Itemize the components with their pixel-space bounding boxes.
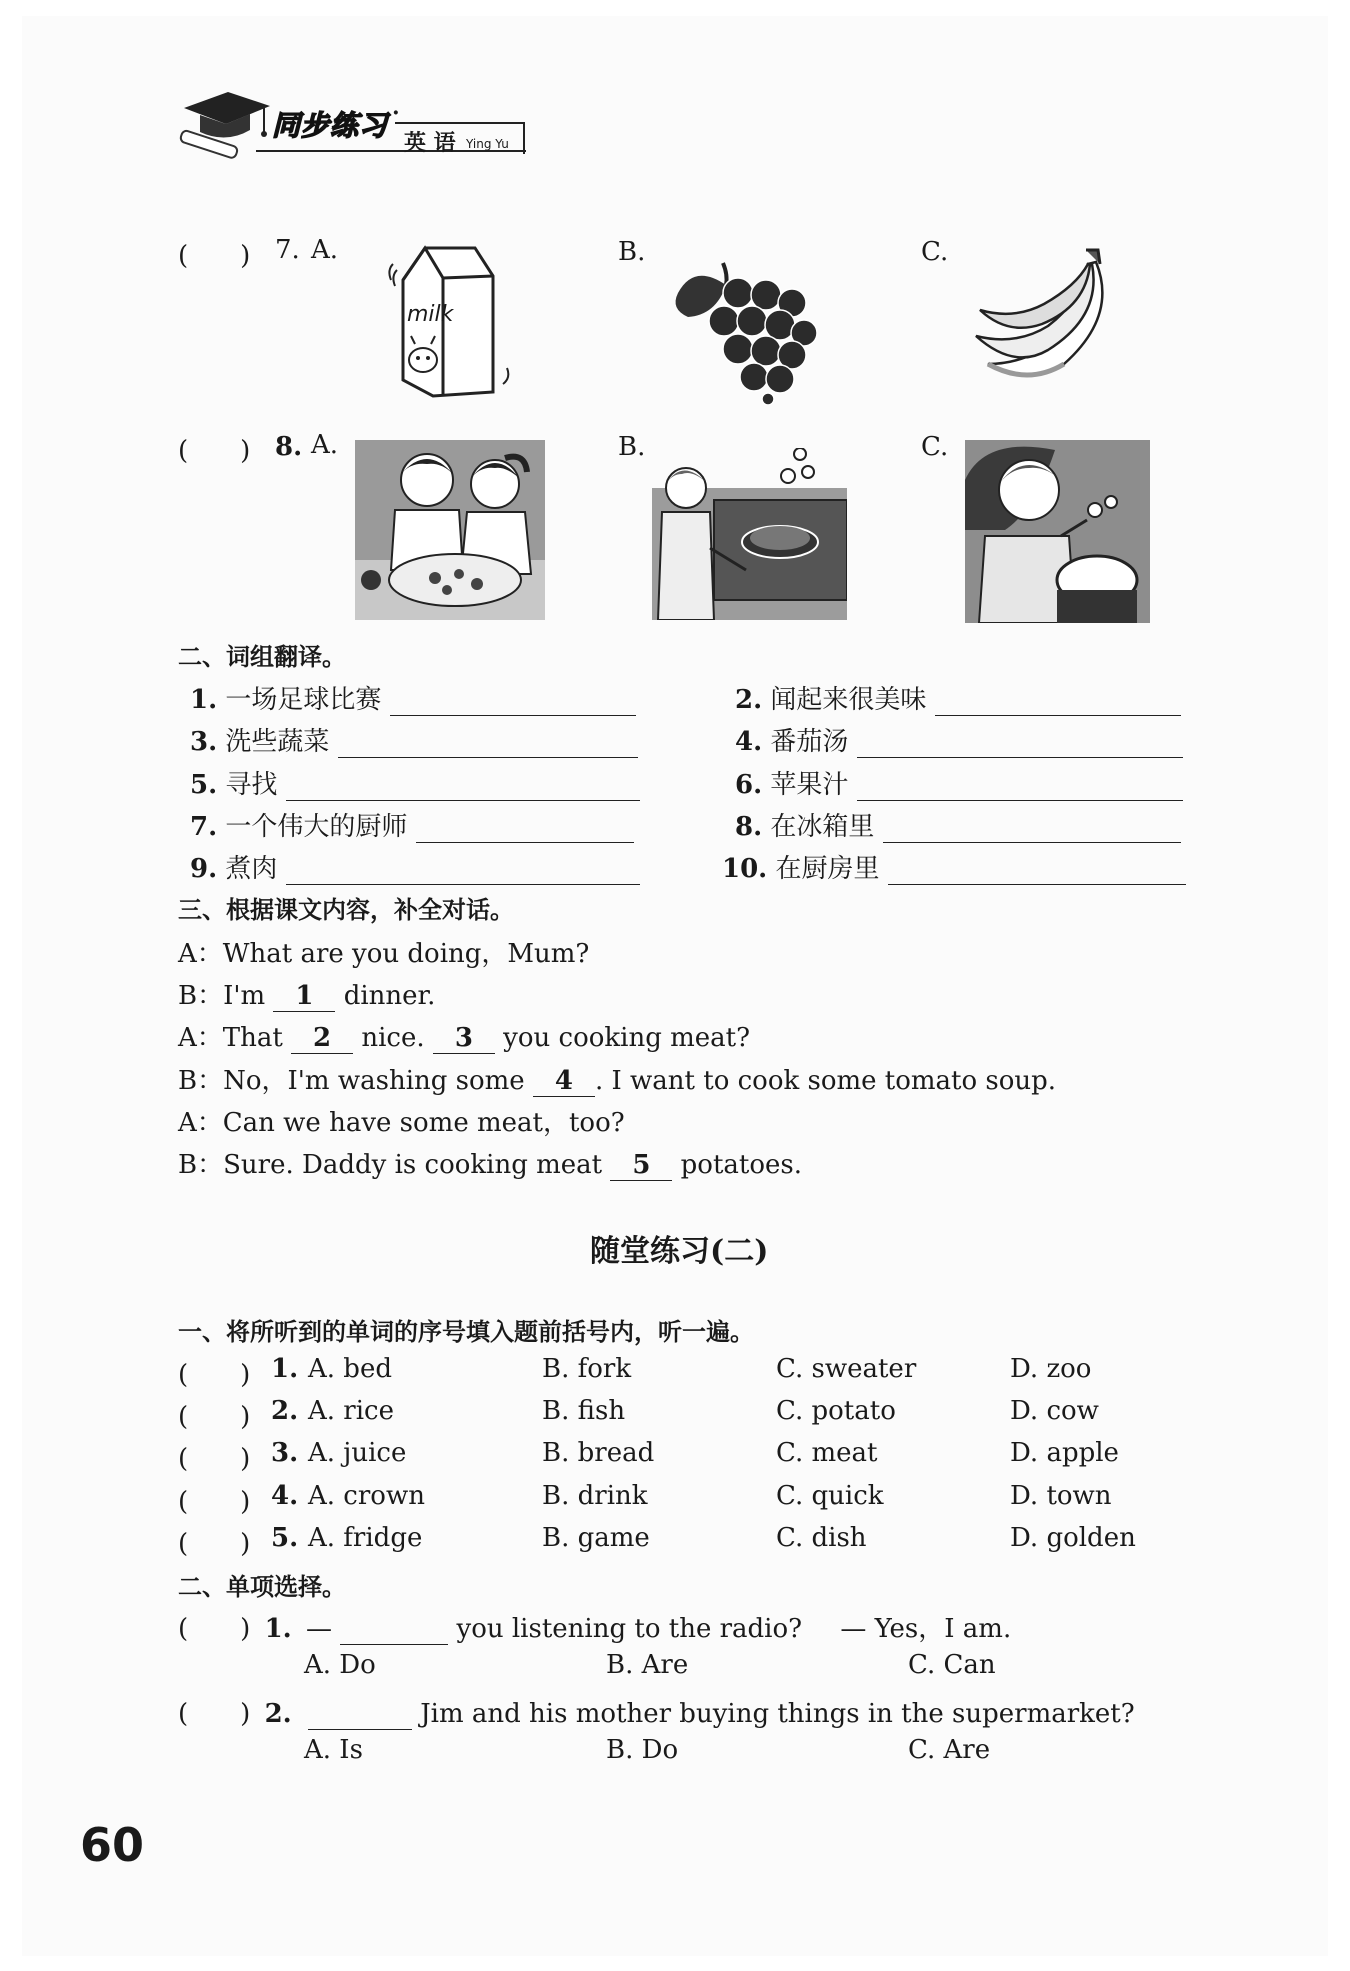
dialogue-text: nice. bbox=[361, 1023, 425, 1053]
numbered-blank[interactable]: 4 bbox=[533, 1066, 595, 1097]
option-c: C. sweater bbox=[776, 1354, 917, 1384]
dialogue-line bbox=[178, 1017, 750, 1054]
answer-parentheses[interactable]: ( ) bbox=[178, 1487, 251, 1517]
option-b: B. fish bbox=[542, 1396, 626, 1426]
dialogue-line bbox=[178, 1102, 625, 1139]
phrase-item bbox=[735, 679, 1185, 716]
option-a: A. juice bbox=[308, 1438, 407, 1468]
milk-carton-picture[interactable] bbox=[385, 240, 520, 400]
listening-row bbox=[178, 1438, 1178, 1478]
option-b-label: B. bbox=[618, 432, 646, 462]
numbered-blank[interactable]: 3 bbox=[433, 1023, 495, 1054]
answer-blank[interactable] bbox=[857, 770, 1183, 801]
phrase-item bbox=[190, 806, 640, 843]
option-b: B. drink bbox=[542, 1481, 648, 1511]
option-b: B. bread bbox=[542, 1438, 655, 1468]
listening-row bbox=[178, 1396, 1178, 1436]
answer-parentheses[interactable]: ( ) bbox=[178, 1402, 251, 1432]
answer-blank[interactable] bbox=[340, 1614, 448, 1645]
option-c[interactable]: C. Are bbox=[908, 1735, 991, 1765]
answer-blank[interactable] bbox=[308, 1699, 412, 1730]
phrase-text: 苹果汁 bbox=[770, 770, 849, 800]
option-a: A. rice bbox=[308, 1396, 394, 1426]
option-c: C. meat bbox=[776, 1438, 878, 1468]
dialogue-text: you cooking meat? bbox=[503, 1023, 751, 1053]
listening-row bbox=[178, 1481, 1178, 1521]
phrase-item bbox=[735, 721, 1185, 758]
phrase-item bbox=[190, 764, 640, 801]
dialogue-text: . I want to cook some tomato soup. bbox=[594, 1066, 1057, 1096]
woman-tasting-soup-picture[interactable] bbox=[965, 440, 1150, 623]
dialogue-text: potatoes. bbox=[680, 1150, 802, 1180]
option-a[interactable]: A. Is bbox=[304, 1735, 363, 1765]
dialogue-text: A：That bbox=[178, 1023, 283, 1053]
phrase-item bbox=[735, 764, 1185, 801]
option-c-label: C. bbox=[921, 237, 949, 267]
answer-parentheses[interactable]: ( ) bbox=[178, 1444, 251, 1474]
option-d: D. cow bbox=[1010, 1396, 1099, 1426]
answer-parentheses[interactable]: ( ) bbox=[178, 1529, 251, 1559]
listening-heading: 一、将所听到的单词的序号填入题前括号内，听一遍。 bbox=[178, 1318, 754, 1346]
question-number: 3. bbox=[271, 1438, 299, 1468]
item-number: 3. bbox=[190, 727, 218, 757]
answer-parentheses[interactable]: ( ) bbox=[178, 436, 251, 466]
milk-label: milk bbox=[407, 302, 454, 327]
phrase-item bbox=[190, 721, 640, 758]
answer-parentheses[interactable]: ( ) bbox=[178, 1360, 251, 1390]
option-b-label: B. bbox=[618, 237, 646, 267]
answer-blank[interactable] bbox=[338, 727, 638, 758]
answer-blank[interactable] bbox=[416, 812, 634, 843]
phrase-text: 闻起来很美味 bbox=[770, 685, 927, 715]
phrase-text: 洗些蔬菜 bbox=[225, 727, 330, 757]
item-number: 10. bbox=[722, 854, 768, 884]
phrase-text: 番茄汤 bbox=[770, 727, 849, 757]
page-number: 60 bbox=[80, 1818, 145, 1872]
phrase-text: 在冰箱里 bbox=[770, 812, 875, 842]
dialogue-text: B：Sure. Daddy is cooking meat bbox=[178, 1150, 603, 1180]
dialogue-line bbox=[178, 1060, 1056, 1097]
answer-blank[interactable] bbox=[390, 685, 636, 716]
question-number: 5. bbox=[271, 1523, 299, 1553]
option-a[interactable]: A. Do bbox=[304, 1650, 376, 1680]
phrase-item bbox=[722, 848, 1182, 885]
header-dot: · bbox=[392, 100, 400, 126]
phrase-text: 寻找 bbox=[225, 770, 278, 800]
question-text: you listening to the radio? bbox=[456, 1614, 803, 1644]
answer-blank[interactable] bbox=[883, 812, 1181, 843]
numbered-blank[interactable]: 5 bbox=[610, 1150, 672, 1181]
section-title: 随堂练习(二) bbox=[590, 1234, 769, 1269]
option-c: C. dish bbox=[776, 1523, 867, 1553]
phrase-text: 煮肉 bbox=[225, 854, 278, 884]
dialogue-line bbox=[178, 975, 435, 1012]
option-a-label: A. bbox=[311, 235, 339, 265]
item-number: 6. bbox=[735, 770, 763, 800]
item-number: 8. bbox=[735, 812, 763, 842]
option-d: D. golden bbox=[1010, 1523, 1136, 1553]
option-b: B. game bbox=[542, 1523, 650, 1553]
item-number: 9. bbox=[190, 854, 218, 884]
question-number: 4. bbox=[271, 1481, 299, 1511]
girls-making-salad-picture[interactable] bbox=[355, 440, 545, 620]
dialogue-text: dinner. bbox=[343, 981, 436, 1011]
listening-row bbox=[178, 1354, 1178, 1394]
option-d: D. apple bbox=[1010, 1438, 1119, 1468]
option-d: D. town bbox=[1010, 1481, 1112, 1511]
dialogue-text: B：No，I'm washing some bbox=[178, 1066, 525, 1096]
option-c[interactable]: C. Can bbox=[908, 1650, 996, 1680]
dialogue-line bbox=[178, 1144, 802, 1181]
phrase-text: 一场足球比赛 bbox=[225, 685, 382, 715]
question-number: 1. bbox=[264, 1614, 292, 1644]
answer-parentheses[interactable]: ( ) bbox=[178, 1614, 251, 1644]
option-b: B. fork bbox=[542, 1354, 632, 1384]
option-a-label: A. bbox=[311, 430, 339, 460]
option-c: C. potato bbox=[776, 1396, 896, 1426]
answer-blank[interactable] bbox=[286, 854, 640, 885]
dialogue-text: A：Can we have some meat，too? bbox=[178, 1108, 625, 1138]
dialogue-text: B：I'm bbox=[178, 981, 266, 1011]
bananas-icon[interactable] bbox=[968, 246, 1133, 386]
question-text: Jim and his mother buying things in the supermarket? bbox=[420, 1699, 1135, 1729]
item-number: 7. bbox=[190, 812, 218, 842]
phrase-text: 在厨房里 bbox=[775, 854, 880, 884]
option-a: A. fridge bbox=[308, 1523, 423, 1553]
option-c: C. quick bbox=[776, 1481, 884, 1511]
option-b[interactable]: B. Are bbox=[606, 1650, 689, 1680]
dialogue-text: A：What are you doing，Mum? bbox=[178, 939, 590, 969]
option-a: A. crown bbox=[308, 1481, 425, 1511]
question-number: 2. bbox=[264, 1699, 292, 1729]
answer-parentheses[interactable]: ( ) bbox=[178, 1699, 251, 1729]
question-stem-line bbox=[178, 1693, 1135, 1730]
answer-blank[interactable] bbox=[935, 685, 1181, 716]
item-number: 4. bbox=[735, 727, 763, 757]
question-stem-line bbox=[178, 1608, 1011, 1645]
dialogue-line bbox=[178, 933, 589, 970]
part-3-heading: 三、根据课文内容，补全对话。 bbox=[178, 896, 514, 924]
single-choice-heading: 二、单项选择。 bbox=[178, 1573, 346, 1601]
phrase-text: 一个伟大的厨师 bbox=[225, 812, 408, 842]
option-d: D. zoo bbox=[1010, 1354, 1092, 1384]
grapes-icon[interactable] bbox=[668, 255, 828, 405]
dash: — bbox=[305, 1614, 332, 1644]
phrase-item bbox=[190, 679, 640, 716]
question-number: 1. bbox=[271, 1354, 299, 1384]
listening-row bbox=[178, 1523, 1178, 1563]
answer-parentheses[interactable]: ( ) bbox=[178, 241, 251, 271]
reply-text: — Yes，I am. bbox=[840, 1614, 1012, 1644]
part-2-heading: 二、词组翻译。 bbox=[178, 643, 346, 671]
subject-label: 英 语 bbox=[404, 131, 456, 156]
answer-blank[interactable] bbox=[857, 727, 1183, 758]
item-number: 1. bbox=[190, 685, 218, 715]
subject-pinyin: Ying Yu bbox=[466, 137, 509, 151]
option-a: A. bed bbox=[308, 1354, 392, 1384]
boy-at-stove-picture[interactable] bbox=[652, 448, 847, 620]
question-number: 7. bbox=[275, 235, 300, 265]
question-number: 8. bbox=[275, 432, 303, 462]
numbered-blank[interactable]: 2 bbox=[291, 1023, 353, 1054]
phrase-item bbox=[190, 848, 640, 885]
answer-blank[interactable] bbox=[888, 854, 1186, 885]
numbered-blank[interactable]: 1 bbox=[273, 981, 335, 1012]
answer-blank[interactable] bbox=[286, 770, 640, 801]
option-c-label: C. bbox=[921, 432, 949, 462]
phrase-item bbox=[735, 806, 1185, 843]
question-number: 2. bbox=[271, 1396, 299, 1426]
item-number: 5. bbox=[190, 770, 218, 800]
series-brand: 同步练习 bbox=[272, 109, 389, 142]
item-number: 2. bbox=[735, 685, 763, 715]
option-b[interactable]: B. Do bbox=[606, 1735, 679, 1765]
